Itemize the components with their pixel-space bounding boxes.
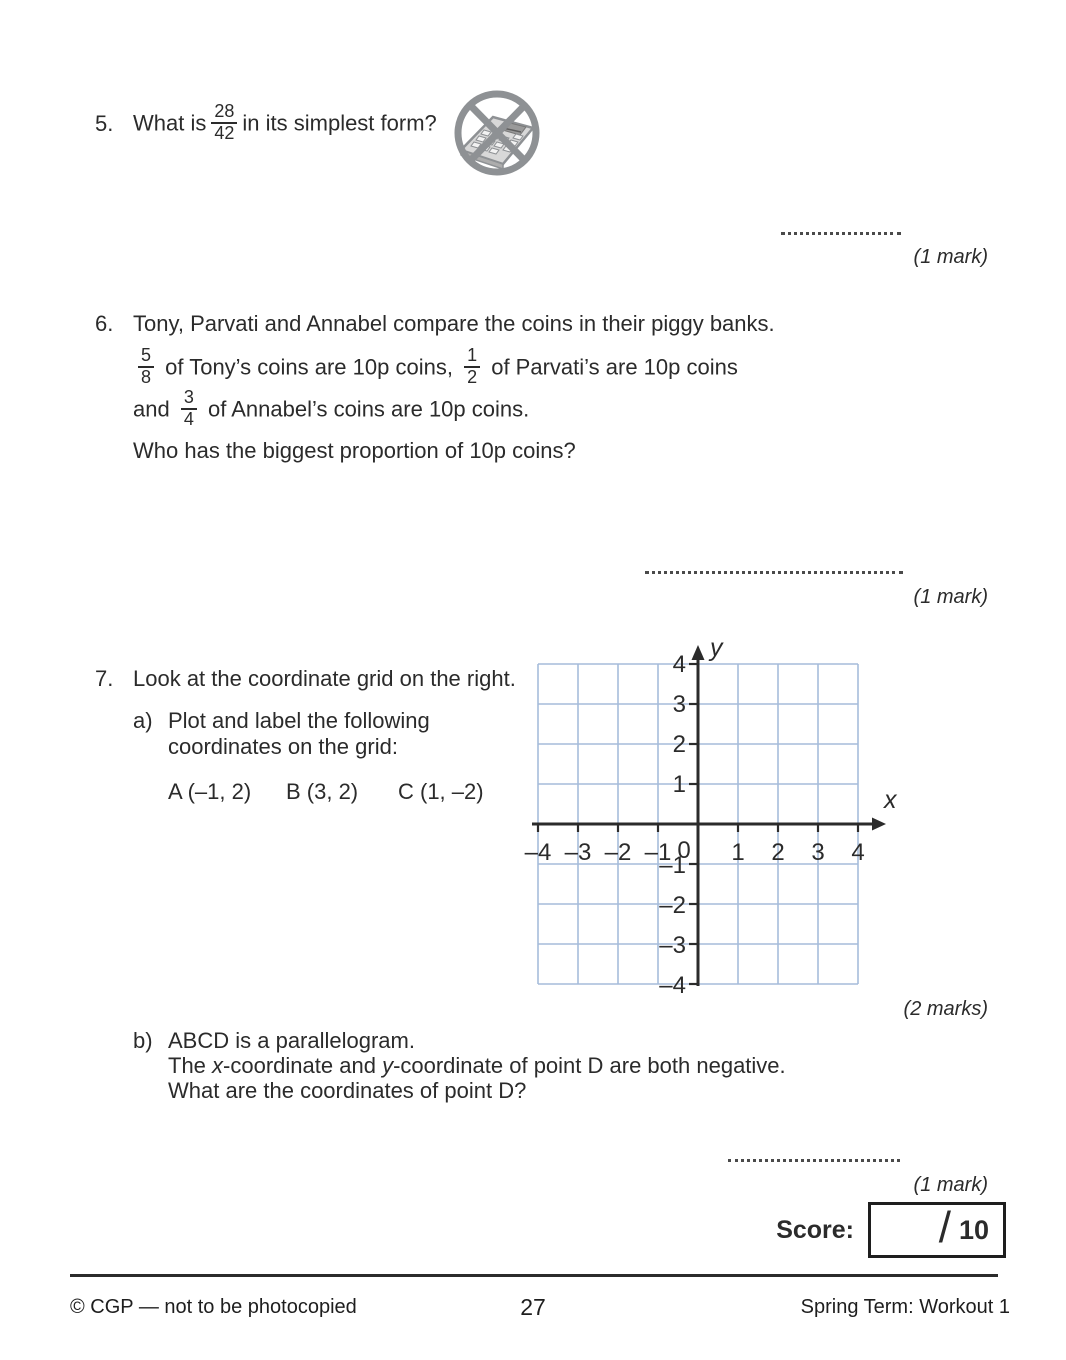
fraction-numerator: 28: [214, 101, 235, 121]
y-tick-label: –1: [659, 852, 686, 879]
y-tick-label: 3: [672, 691, 686, 718]
x-tick-label: –4: [524, 839, 552, 866]
part-a-label: a): [133, 708, 153, 733]
axes: [532, 658, 872, 986]
answer-line-q7b: [728, 1155, 900, 1162]
coordinate-c: C (1, –2): [398, 779, 484, 804]
marks-label-q5: (1 mark): [913, 246, 988, 268]
y-tick-label: –4: [659, 972, 686, 999]
x-axis-arrow: [872, 818, 886, 831]
answer-line-q5: [781, 228, 901, 235]
footer-term-label: Spring Term: Workout 1: [800, 1296, 1010, 1318]
fraction-denominator: 8: [138, 366, 154, 388]
y-tick-label: –2: [659, 892, 686, 919]
question-6-intro: Tony, Parvati and Annabel compare the coins in their piggy banks.: [133, 311, 775, 336]
y-tick-label: 4: [672, 651, 686, 678]
and-text: and: [133, 396, 170, 422]
y-tick-label: 2: [672, 731, 686, 758]
score-box: [868, 1202, 1006, 1258]
footer-rule: [70, 1274, 998, 1277]
y-axis-arrow: [692, 645, 705, 660]
marks-label-q6: (1 mark): [913, 586, 988, 608]
part-a-line2: coordinates on the grid:: [168, 734, 398, 759]
question-5-text-after: in its simplest form?: [242, 110, 437, 136]
question-5: [95, 101, 437, 146]
question-6-question: Who has the biggest proportion of 10p coins?: [133, 438, 576, 463]
x-tick-label: 3: [811, 839, 825, 866]
coordinate-b: B (3, 2): [286, 779, 359, 804]
part-b-label: b): [133, 1028, 153, 1053]
score-total: 10: [958, 1214, 989, 1245]
score-slash: /: [938, 1203, 951, 1252]
x-tick-label: 2: [771, 839, 785, 866]
question-5-text-before: What is: [133, 110, 207, 136]
footer-page-number: 27: [520, 1294, 546, 1320]
fraction-numerator: 3: [183, 387, 194, 407]
question-6-line3: [133, 387, 530, 432]
part-b-line2-t2: -coordinate and: [223, 1053, 376, 1078]
fraction-denominator: 42: [211, 122, 237, 144]
x-tick-label: –2: [604, 839, 632, 866]
part-a-line1: Plot and label the following: [168, 708, 430, 733]
marks-label-q7a: (2 marks): [903, 998, 988, 1020]
fraction-numerator: 5: [141, 345, 152, 365]
tony-text: of Tony’s coins are 10p coins,: [165, 354, 453, 380]
part-b-line2-t3: -coordinate of point D are both negative.: [393, 1053, 786, 1078]
score-label: Score:: [776, 1216, 854, 1244]
x-tick-labels: [525, 837, 865, 866]
question-6-line1: [95, 311, 775, 337]
part-b-line2: [168, 1053, 786, 1079]
x-tick-label: –3: [564, 839, 592, 866]
y-tick-label: 1: [672, 771, 686, 798]
fraction-5-8: [138, 346, 154, 388]
fraction-1-2: [464, 346, 480, 388]
annabel-text: of Annabel’s coins are 10p coins.: [207, 396, 530, 422]
x-tick-label: –1: [644, 839, 672, 866]
y-variable: y: [382, 1053, 394, 1078]
x-variable: x: [212, 1053, 224, 1078]
fraction-denominator: 2: [464, 366, 480, 388]
calculator-glyph: [458, 94, 536, 172]
marks-label-q7b: (1 mark): [913, 1174, 988, 1196]
question-5-number: 5.: [95, 110, 114, 136]
fraction-28-42: [211, 102, 237, 144]
x-tick-label: 1: [731, 839, 745, 866]
part-b-line2-t1: The: [168, 1053, 206, 1078]
parvati-text: of Parvati’s are 10p coins: [491, 354, 738, 380]
y-axis-label: y: [710, 636, 723, 662]
fraction-denominator: 4: [181, 408, 197, 430]
coordinate-a: A (–1, 2): [168, 779, 252, 804]
coordinate-grid: [520, 636, 902, 1015]
question-7-intro: Look at the coordinate grid on the right.: [133, 666, 516, 691]
question-6-line2: [133, 345, 738, 390]
fraction-3-4: [181, 388, 197, 430]
question-7-number: 7.: [95, 666, 114, 691]
no-calculator-icon: [446, 88, 548, 183]
x-tick-label: 4: [851, 839, 865, 866]
fraction-numerator: 1: [467, 345, 478, 365]
question-7-intro-row: [95, 666, 516, 692]
question-6-number: 6.: [95, 311, 114, 336]
part-b-line1: ABCD is a parallelogram.: [168, 1028, 415, 1053]
answer-line-q6: [645, 567, 903, 574]
footer-copyright: © CGP — not to be photocopied: [70, 1296, 357, 1318]
x-tick-label: 0: [677, 837, 691, 864]
y-tick-label: –3: [659, 932, 686, 959]
part-b-line3: What are the coordinates of point D?: [168, 1078, 527, 1103]
x-axis-label: x: [884, 786, 897, 814]
